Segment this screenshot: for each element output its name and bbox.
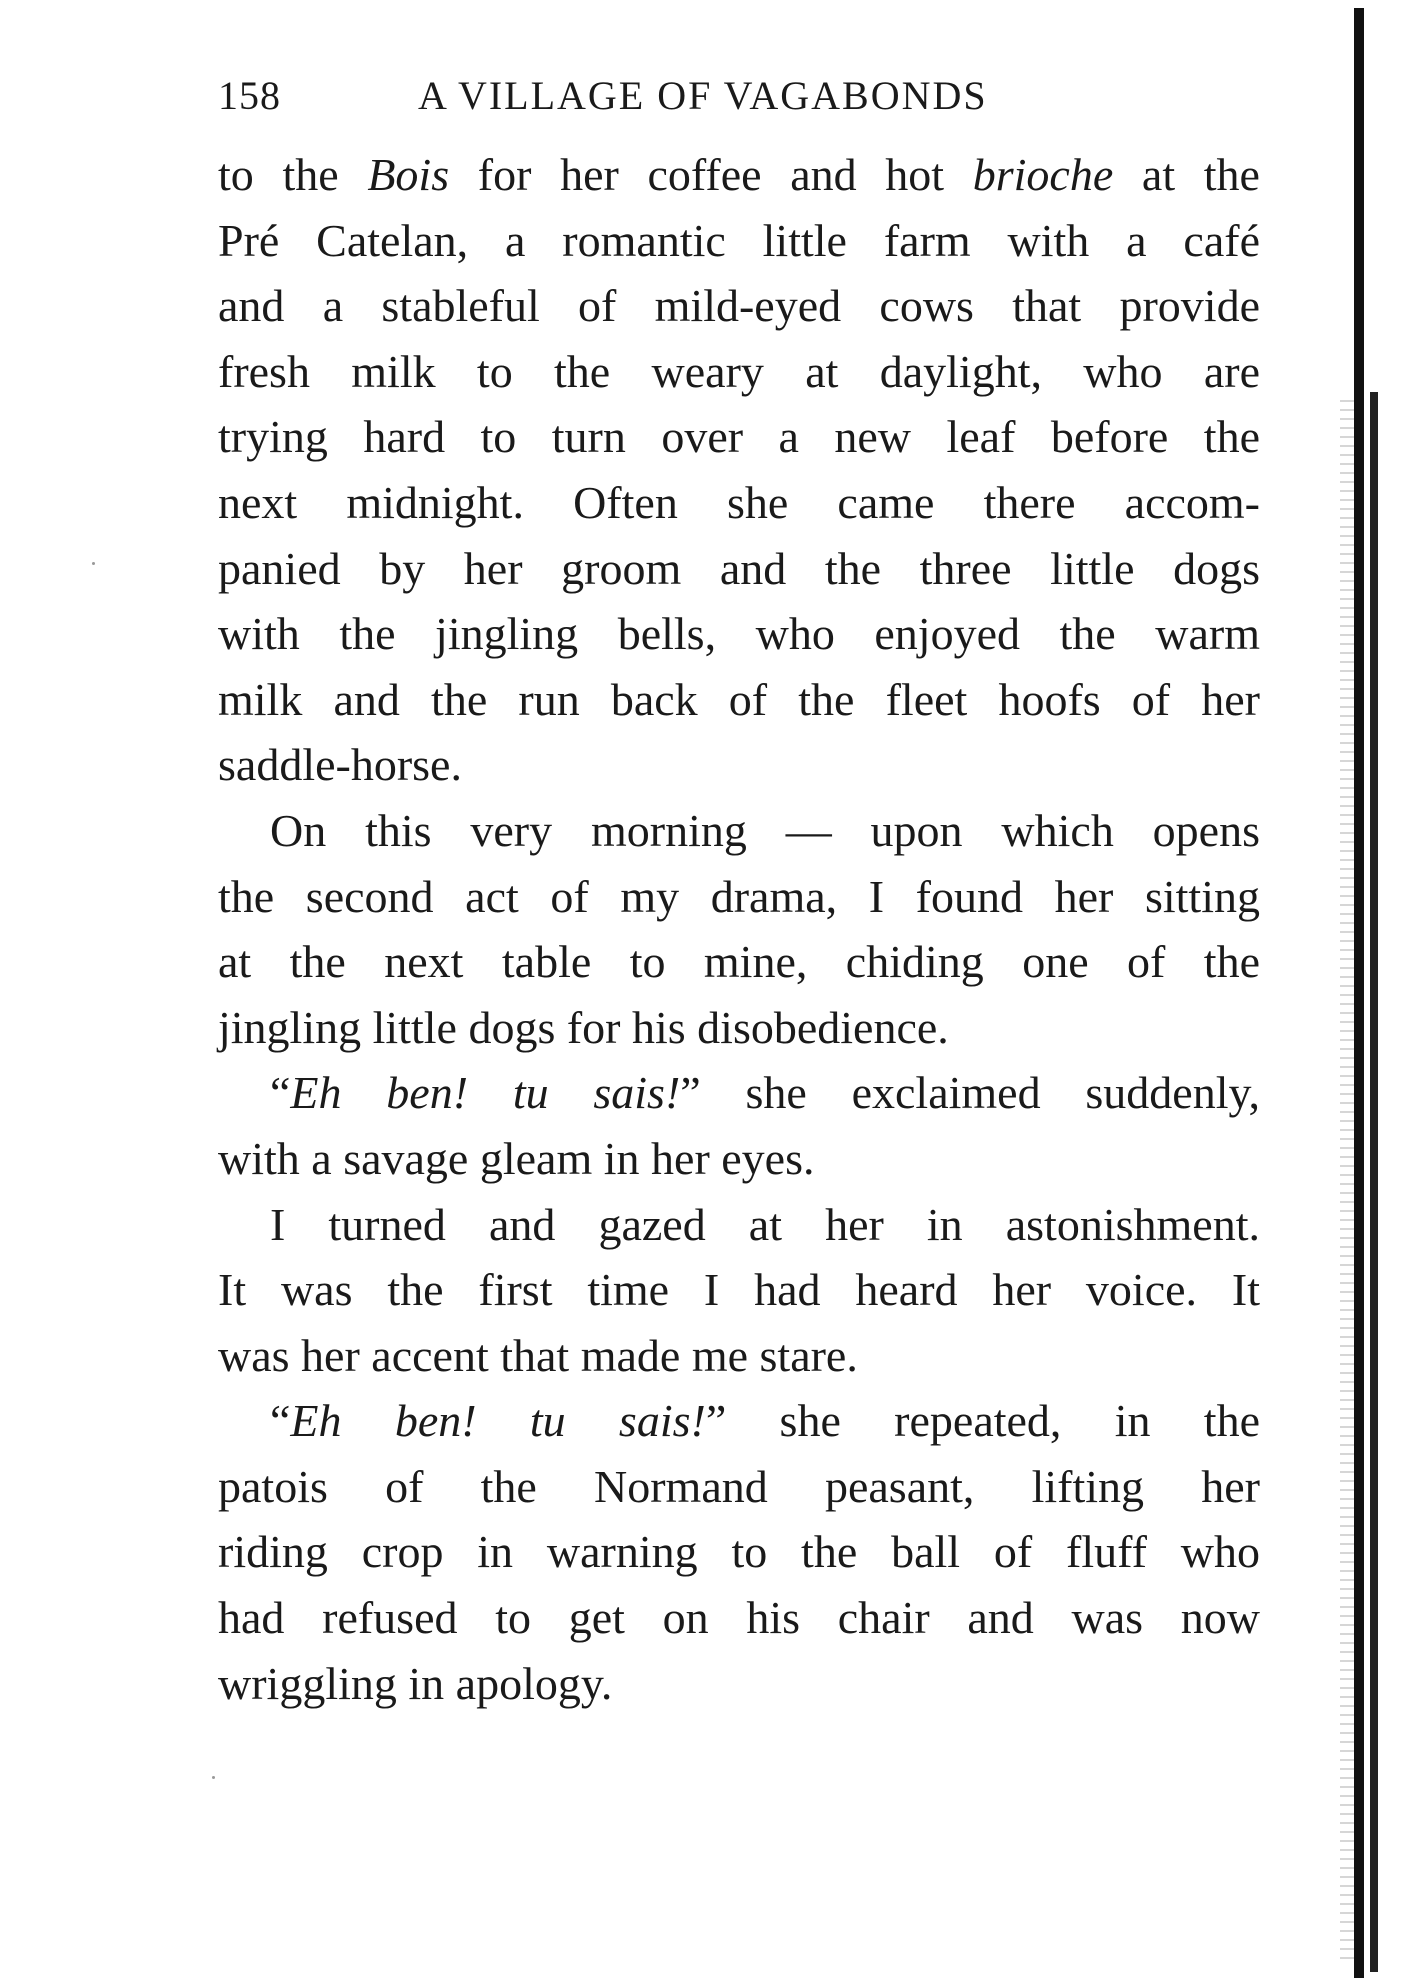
stray-ink-dot: [212, 1776, 215, 1779]
text-line: was her accent that made me stare.: [218, 1329, 858, 1381]
text-line: to the Bois for her coffee and hot brioche at the: [218, 149, 1260, 200]
binding-rule: [1370, 392, 1378, 1972]
text-line: “Eh ben! tu sais!” she exclaimed suddenly,: [270, 1067, 1260, 1119]
scan-speckle: [1340, 400, 1354, 1960]
binding-rule: [1354, 8, 1364, 1978]
text-line: patois of the Normand peasant, lifting her: [218, 1460, 1260, 1512]
text-line: the second act of my drama, I found her sitting: [218, 870, 1260, 922]
text-line: On this very morning — upon which opens: [270, 804, 1260, 856]
page-number: 158: [218, 73, 281, 118]
text-line: at the next table to mine, chiding one of the: [218, 936, 1260, 988]
text-line: jingling little dogs for his disobedience.: [218, 1001, 949, 1053]
text-line: had refused to get on his chair and was now: [218, 1592, 1260, 1644]
binding-edge-scan: [1340, 0, 1410, 1987]
text-line: I turned and gazed at her in astonishment.: [270, 1198, 1260, 1250]
italic-word: brioche: [972, 149, 1114, 200]
body-text: [218, 142, 1260, 1716]
running-title: A VILLAGE OF VAGABONDS: [418, 73, 988, 118]
text-line: wriggling in apology.: [218, 1657, 613, 1709]
text-line: with the jingling bells, who enjoyed the warm: [218, 608, 1260, 660]
text-line: “Eh ben! tu sais!” she repeated, in the: [270, 1395, 1260, 1447]
text-line: with a savage gleam in her eyes.: [218, 1132, 815, 1184]
text-line: and a stableful of mild-eyed cows that provide: [218, 280, 1260, 332]
text-line: panied by her groom and the three little dogs: [218, 542, 1260, 594]
italic-phrase: Eh ben! tu sais!: [290, 1067, 681, 1119]
text-line: fresh milk to the weary at daylight, who are: [218, 345, 1260, 397]
text-line: riding crop in warning to the ball of fluff who: [218, 1526, 1260, 1578]
stray-ink-dot: [92, 562, 95, 565]
text-line: milk and the run back of the fleet hoofs of her: [218, 673, 1260, 725]
text-line: saddle-horse.: [218, 739, 462, 791]
text-line: trying hard to turn over a new leaf before the: [218, 411, 1260, 463]
italic-phrase: Eh ben! tu sais!: [290, 1395, 706, 1447]
text-line: It was the first time I had heard her voice. It: [218, 1264, 1260, 1316]
page-header: [218, 72, 1268, 132]
text-line: Pré Catelan, a romantic little farm with a café: [218, 214, 1260, 266]
text-line: next midnight. Often she came there accom-: [218, 476, 1260, 528]
italic-word: Bois: [367, 149, 450, 200]
